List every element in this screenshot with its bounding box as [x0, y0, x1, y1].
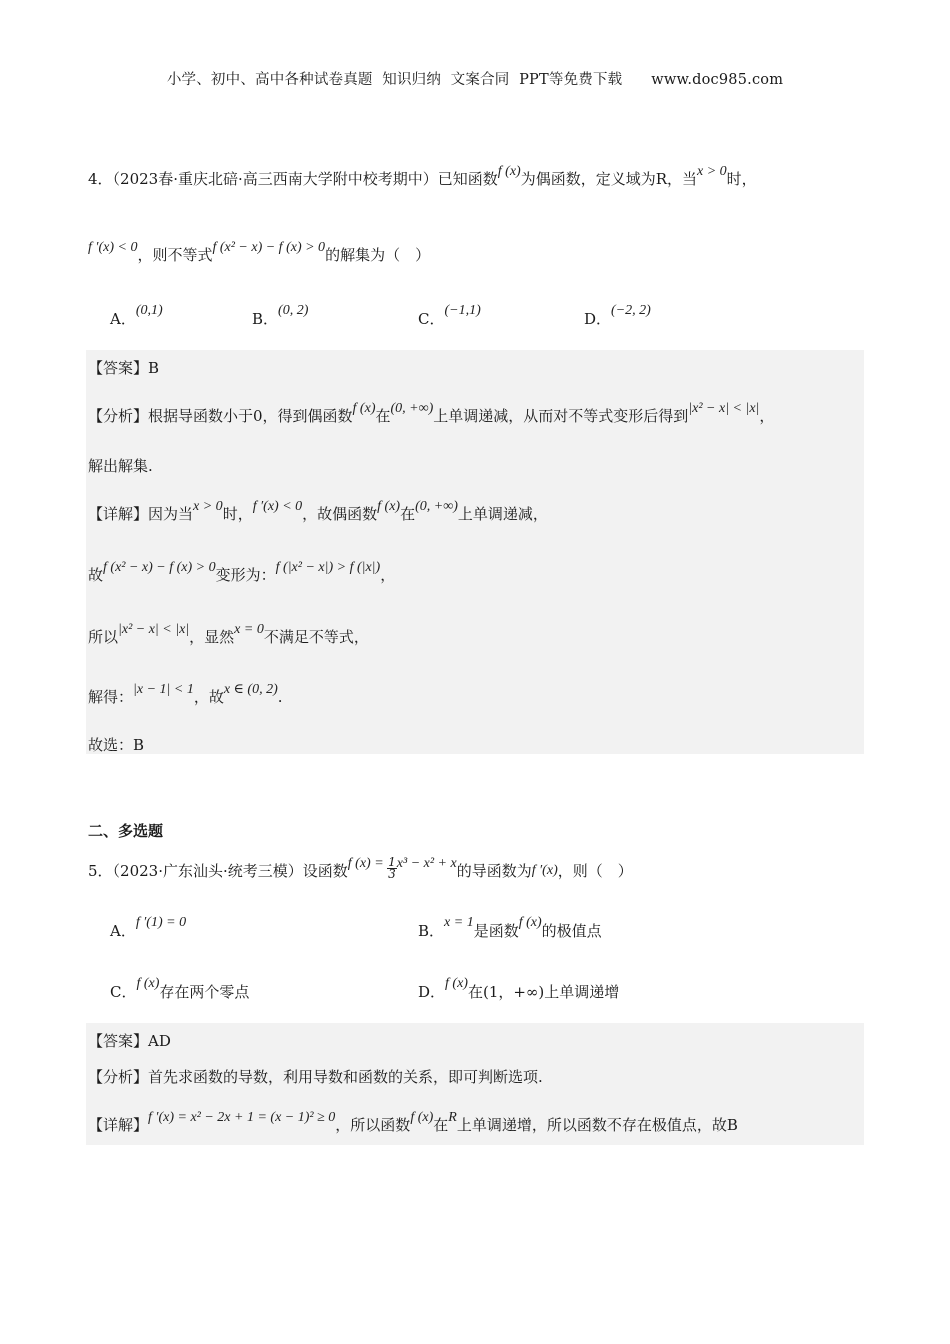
- section-title: 二、多选题: [88, 822, 164, 840]
- math: x > 0: [193, 499, 223, 514]
- text: 上单调递减，从而对不等式变形后得到: [433, 407, 689, 425]
- option-math: f (x): [136, 976, 160, 991]
- option-label: C．: [418, 310, 445, 328]
- q4-stem-line2: [88, 240, 431, 265]
- q5-analysis: 【分析】首先求函数的导数，利用导数和函数的关系，即可判断选项.: [88, 1068, 543, 1086]
- math: f ′(x) = x² − 2x + 1 = (x − 1)² ≥ 0: [148, 1110, 336, 1125]
- text: 的导函数为: [456, 862, 532, 880]
- math: x = 0: [234, 622, 264, 637]
- text: 时，: [222, 505, 253, 523]
- option-text: 的极值点: [541, 922, 602, 940]
- option-math: (0,1): [135, 303, 163, 318]
- q5-detail-line1: [88, 1110, 738, 1135]
- q4-analysis-line1: [88, 401, 775, 426]
- q4-detail-line3: [88, 622, 369, 647]
- q5-number-source: 5．（2023·广东汕头·统考三模）设函数: [88, 862, 348, 880]
- math: (0, +∞): [415, 499, 458, 514]
- fraction-denominator: 3: [388, 866, 396, 881]
- text: 解得：: [88, 688, 134, 706]
- option-math: f ′(1) = 0: [135, 915, 187, 930]
- text: ，显然: [189, 628, 235, 646]
- option-math: (0, 2): [278, 303, 309, 318]
- option-label: B．: [252, 310, 279, 328]
- math: |x − 1| < 1: [133, 682, 194, 697]
- option-label: D．: [418, 983, 446, 1001]
- text: 的解集为（ ）: [325, 246, 431, 264]
- math-abs-inequality: |x² − x| < |x|: [688, 401, 760, 416]
- text: 在: [400, 505, 416, 523]
- text: 【详解】: [88, 1116, 149, 1134]
- q4-answer: 【答案】B: [88, 359, 160, 377]
- math: f (|x² − x|) > f (|x|): [275, 560, 381, 575]
- math: |x² − x| < |x|: [118, 622, 190, 637]
- q4-detail-line2: [88, 560, 396, 585]
- math: f ′(x) < 0: [252, 499, 303, 514]
- option-text: 是函数: [473, 922, 519, 940]
- option-text: 存在两个零点: [159, 983, 250, 1001]
- text: ，则不等式: [137, 246, 213, 264]
- q4-detail-line5: 故选：B: [88, 736, 145, 754]
- text: ，: [759, 407, 775, 425]
- text: 在: [375, 407, 391, 425]
- math: x ∈ (0, 2): [223, 682, 278, 697]
- q5-answer: 【答案】AD: [88, 1032, 171, 1050]
- q4-number-source: 4．（2023春·重庆北碚·高三西南大学附中校考期中）已知函数: [88, 170, 498, 188]
- math-x-gt-0: x > 0: [697, 164, 727, 179]
- math: f ′(x): [531, 863, 558, 878]
- option-label: D．: [584, 310, 612, 328]
- q4-detail-line4: [88, 682, 283, 707]
- text: 在: [433, 1116, 449, 1134]
- q4-stem-line1: [88, 164, 757, 189]
- q5-option-a[interactable]: [110, 915, 187, 941]
- option-label: A．: [110, 310, 136, 328]
- text: ，故: [193, 688, 224, 706]
- math: R: [448, 1110, 457, 1125]
- text: 变形为：: [215, 566, 276, 584]
- fraction-numerator: 1: [388, 854, 396, 869]
- option-math: (−2, 2): [611, 303, 651, 318]
- q4-option-a[interactable]: [110, 303, 163, 329]
- q5-option-d[interactable]: [418, 976, 620, 1002]
- q4-option-d[interactable]: [584, 303, 651, 329]
- option-math: f (x): [518, 915, 542, 930]
- q5-stem-line1: [88, 854, 633, 884]
- q5-option-b[interactable]: [418, 915, 602, 941]
- text: 时，: [726, 170, 757, 188]
- text: 不满足不等式，: [263, 628, 369, 646]
- math-inequality: f (x² − x) − f (x) > 0: [212, 240, 326, 255]
- option-math: f (x): [445, 976, 468, 991]
- page-header: 小学、初中、高中各种试卷真题 知识归纳 文案合同 PPT等免费下载 www.doc985.com: [166, 72, 784, 88]
- text: 【分析】根据导函数小于0，得到偶函数: [88, 407, 353, 425]
- option-math: x = 1: [444, 915, 474, 930]
- text: ，所以函数: [335, 1116, 411, 1134]
- option-label: B．: [418, 922, 445, 940]
- text: .: [277, 688, 283, 706]
- q4-analysis-line2: 解出解集.: [88, 457, 153, 475]
- text: 上单调递减，: [457, 505, 548, 523]
- text: 上单调递增，所以函数不存在极值点，故B: [456, 1116, 738, 1134]
- text: ，则（ ）: [557, 862, 633, 880]
- q5-option-c[interactable]: [110, 976, 250, 1002]
- text: 为偶函数，定义域为R，当: [520, 170, 697, 188]
- math: f (x): [377, 499, 401, 514]
- fraction: [387, 854, 397, 881]
- q4-detail-line1: [88, 499, 548, 524]
- q4-option-c[interactable]: [418, 303, 481, 329]
- text: ，故偶函数: [302, 505, 378, 523]
- math-interval: (0, +∞): [390, 401, 434, 416]
- q4-option-b[interactable]: [252, 303, 309, 329]
- text: 【详解】因为当: [88, 505, 194, 523]
- math-derivative-lt-0: f ′(x) < 0: [88, 240, 138, 255]
- math-f-x: f (x): [497, 164, 521, 179]
- math: f (x) =: [347, 856, 388, 871]
- option-math: (−1,1): [444, 303, 481, 318]
- option-label: A．: [110, 922, 136, 940]
- text: ，: [380, 566, 396, 584]
- math: f (x² − x) − f (x) > 0: [103, 560, 216, 575]
- math: x³ − x² + x: [396, 856, 457, 871]
- option-label: C．: [110, 983, 137, 1001]
- math: f (x): [410, 1110, 434, 1125]
- math-f-x: f (x): [352, 401, 376, 416]
- text: 故: [88, 566, 104, 584]
- text: 所以: [88, 628, 119, 646]
- option-text: 在(1，+∞)上单调递增: [467, 983, 620, 1001]
